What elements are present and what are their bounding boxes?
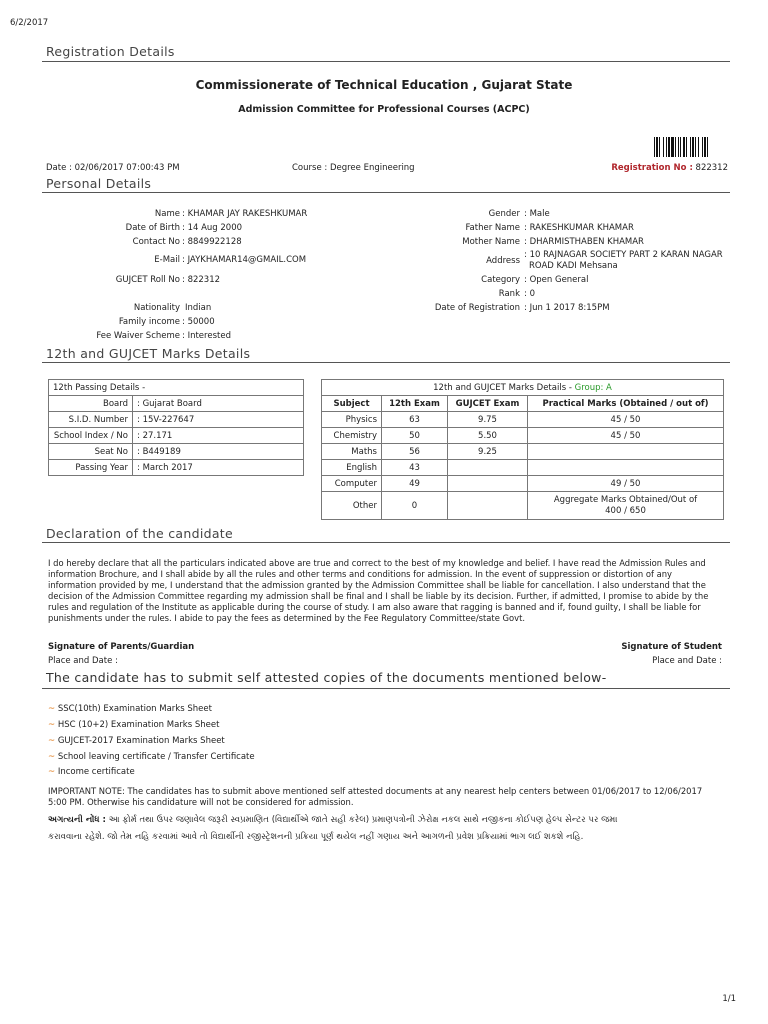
sid-label: S.I.D. Number xyxy=(49,412,133,428)
declaration-title: Declaration of the candidate xyxy=(46,526,233,541)
registration-number xyxy=(611,163,728,173)
roll-value: : 822312 xyxy=(182,275,221,285)
seat-no-value: : B449189 xyxy=(133,444,304,460)
gujarati-note: અગત્યની નોંધ : આ ફોર્મ તથા ઉપર જણાવેલ જરૂરી સ્વપ્રમાણિત (વિદ્યાર્થીએ જાતે સહી કરેલ) પ્રમાણપત્રોની ઝેરોક્ષ નકલ સાથે નજીકના કોઈપણ હેલ્પ સેન્ટર પર જમા કરાવવાના રહેશે. જો તેમ નહિ કરવામાં આવે તો વિદ્યાર્થીની રજીસ્ટ્રેશનની પ્રક્રિયા પૂર્ણ થયેલ નહીં ગણાય અને આગળની પ્રવેશ પ્રક્રિયામાં ભાગ લઈ શકશે નહિ. xyxy=(48,815,618,842)
contact-label: Contact No xyxy=(132,237,180,247)
contact-value: : 8849922128 xyxy=(182,237,242,247)
mother-name-label: Mother Name xyxy=(462,237,520,247)
column-header-subject: Subject xyxy=(322,396,382,412)
school-index-value: : 27.171 xyxy=(133,428,304,444)
group-label: Group: A xyxy=(574,382,612,393)
income-value: : 50000 xyxy=(182,317,215,327)
marks-details-title: 12th and GUJCET Marks Details xyxy=(46,346,251,361)
nationality-label: Nationality xyxy=(133,303,180,313)
category-label: Category xyxy=(481,275,520,285)
address-value-line2: ROAD KADI Mehsana xyxy=(529,261,618,271)
board-label: Board xyxy=(49,396,133,412)
divider xyxy=(42,542,730,543)
table-row xyxy=(49,412,304,428)
declaration-text: I do hereby declare that all the particulars indicated above are true and correct to the best of my knowledge and belief. I have read the Admission Rules and information Brochure, and I shall abide by all the rules and other terms and conditions for admission. In the event of suppression or distortion of any information provided by me, I understand that the admission granted by the Admission Committee shall be liable for cancellation. I also understand that the decision of the Admission Committee regarding my admission shall be final and I shall be liable by its decision. Further, if admitted, I promise to abide by the rules and regulation of the Institute as applicable during the course of study. I am also aware that ragging is banned and if, found guilty, I shall be liable for punishments under the rules. I abide to pay the fees as determined by the Fee Regulatory Committee/state Govt. xyxy=(48,558,709,623)
divider xyxy=(42,192,730,193)
dob-label: Date of Birth xyxy=(125,223,180,233)
gender-value: : Male xyxy=(524,209,550,219)
address-label: Address xyxy=(486,256,520,266)
seat-no-label: Seat No xyxy=(49,444,133,460)
registration-date-value: : Jun 1 2017 8:15PM xyxy=(524,303,610,313)
category-value: : Open General xyxy=(524,275,589,285)
passing-year-value: : March 2017 xyxy=(133,460,304,476)
list-item: ~ Income certificate xyxy=(48,767,135,777)
registration-number-label: Registration No : xyxy=(611,163,693,173)
passing-year-label: Passing Year xyxy=(49,460,133,476)
rank-value: : 0 xyxy=(524,289,535,299)
gender-label: Gender xyxy=(488,209,520,219)
nationality-value: Indian xyxy=(185,303,212,313)
list-item: ~ SSC(10th) Examination Marks Sheet xyxy=(48,704,212,714)
column-header-12th: 12th Exam xyxy=(382,396,448,412)
marks-table-header: 12th and GUJCET Marks Details - Group: A xyxy=(322,380,724,396)
divider xyxy=(42,61,730,62)
table-row xyxy=(49,428,304,444)
table-row: Maths 56 9.25 xyxy=(322,444,724,460)
document-title: Commissionerate of Technical Education , Gujarat State xyxy=(195,78,573,92)
address-value: : 10 RAJNAGAR SOCIETY PART 2 KARAN NAGAR xyxy=(524,250,723,260)
table-row: Chemistry 50 5.50 45 / 50 xyxy=(322,428,724,444)
roll-label: GUJCET Roll No xyxy=(115,275,180,285)
print-date: 6/2/2017 xyxy=(10,18,49,28)
parent-signature-label: Signature of Parents/Guardian xyxy=(48,642,195,652)
passing-details-table xyxy=(48,379,304,476)
barcode-icon xyxy=(654,137,728,157)
aggregate-marks: Aggregate Marks Obtained/Out of 400 / 650 xyxy=(528,492,724,520)
personal-details-title: Personal Details xyxy=(46,176,152,191)
student-place-date: Place and Date : xyxy=(652,656,722,666)
rank-label: Rank xyxy=(498,289,520,299)
list-item: ~ GUJCET-2017 Examination Marks Sheet xyxy=(48,736,225,746)
list-item: ~ HSC (10+2) Examination Marks Sheet xyxy=(48,720,220,730)
divider xyxy=(42,362,730,363)
name-label: Name xyxy=(154,209,180,219)
father-name-value: : RAKESHKUMAR KHAMAR xyxy=(524,223,634,233)
table-row: Computer 49 49 / 50 xyxy=(322,476,724,492)
passing-details-header: 12th Passing Details - xyxy=(49,380,304,396)
gujarati-note-label: અગત્યની નોંધ : xyxy=(48,815,106,825)
email-label: E-Mail xyxy=(154,255,180,265)
dob-value: : 14 Aug 2000 xyxy=(182,223,243,233)
student-signature-label: Signature of Student xyxy=(621,642,722,652)
fee-waiver-value: : Interested xyxy=(182,331,231,341)
table-row: English 43 xyxy=(322,460,724,476)
document-subtitle: Admission Committee for Professional Courses (ACPC) xyxy=(238,104,530,115)
table-row xyxy=(49,460,304,476)
school-index-label: School Index / No xyxy=(49,428,133,444)
column-header-gujcet: GUJCET Exam xyxy=(448,396,528,412)
sid-value: : 15V-227647 xyxy=(133,412,304,428)
form-date: Date : 02/06/2017 07:00:43 PM xyxy=(46,163,180,173)
fee-waiver-label: Fee Waiver Scheme xyxy=(96,331,180,341)
table-row: Other 0 Aggregate Marks Obtained/Out of 400 / 650 xyxy=(322,492,724,520)
column-header-practical: Practical Marks (Obtained / out of) xyxy=(528,396,724,412)
income-label: Family income xyxy=(118,317,180,327)
board-value: : Gujarat Board xyxy=(133,396,304,412)
list-item: ~ School leaving certificate / Transfer Certificate xyxy=(48,752,255,762)
table-row xyxy=(49,396,304,412)
registration-date-label: Date of Registration xyxy=(434,303,520,313)
father-name-label: Father Name xyxy=(465,223,520,233)
table-row: Physics 63 9.75 45 / 50 xyxy=(322,412,724,428)
table-row xyxy=(49,444,304,460)
page-number: 1/1 xyxy=(722,994,736,1004)
registration-details-title: Registration Details xyxy=(46,44,175,59)
important-note: IMPORTANT NOTE: The candidates has to submit above mentioned self attested documents at any nearest help centers between 01/06/2017 to 12/06/2017 5:00 PM. Otherwise his candidature will not be considered for admission. xyxy=(48,786,703,807)
course-label: Course : Degree Engineering xyxy=(292,163,415,173)
documents-title: The candidate has to submit self attested copies of the documents mentioned below- xyxy=(46,670,607,685)
name-value: : KHAMAR JAY RAKESHKUMAR xyxy=(182,209,308,219)
mother-name-value: : DHARMISTHABEN KHAMAR xyxy=(524,237,644,247)
divider xyxy=(42,688,730,689)
marks-table xyxy=(321,379,724,520)
registration-number-value: 822312 xyxy=(695,163,728,173)
email-value: : JAYKHAMAR14@GMAIL.COM xyxy=(182,255,307,265)
parent-place-date: Place and Date : xyxy=(48,656,118,666)
